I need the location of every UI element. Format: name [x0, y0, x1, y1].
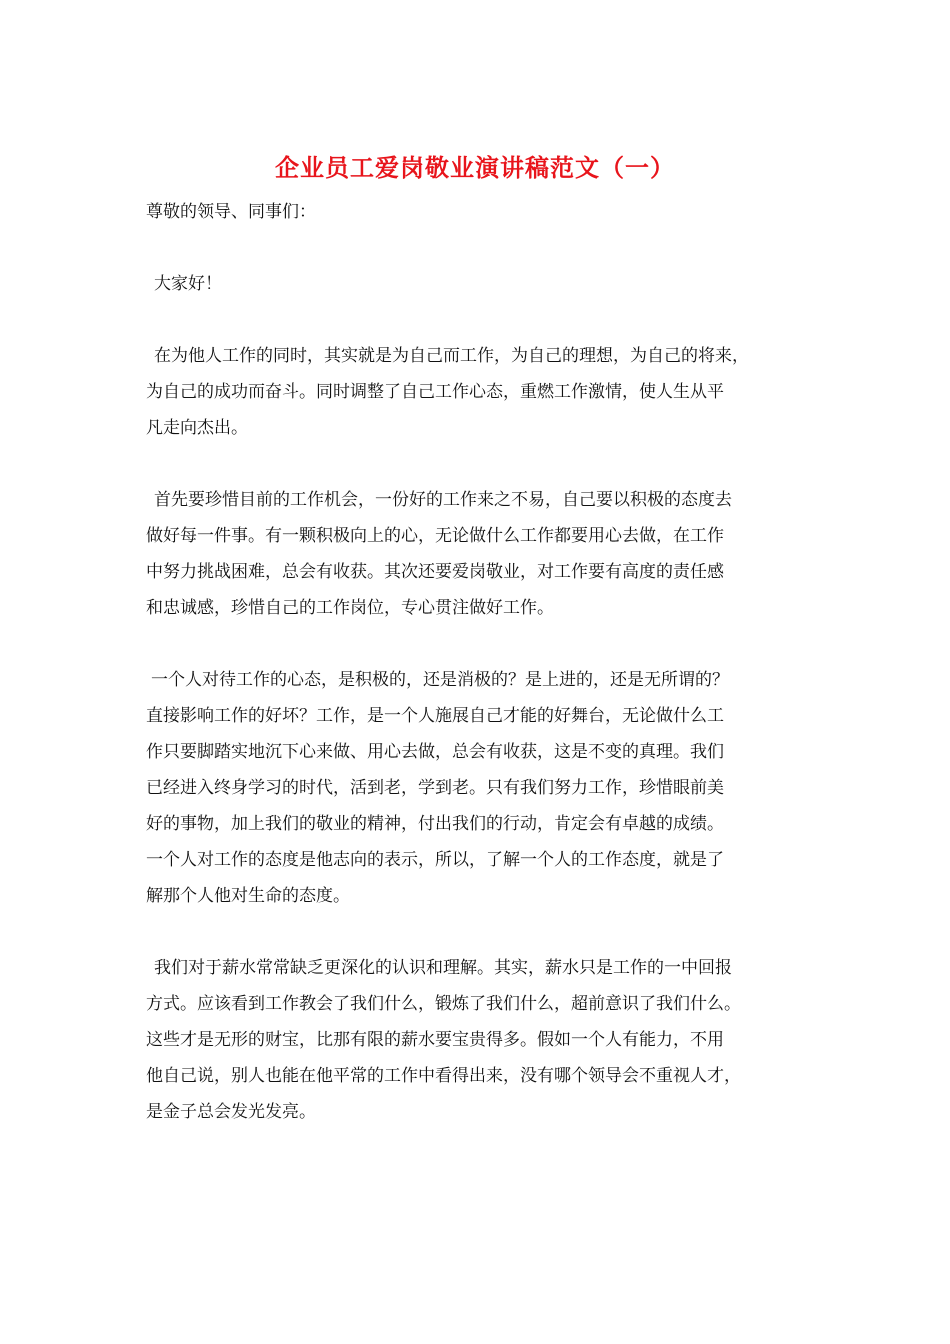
document-title: 企业员工爱岗敬业演讲稿范文（一）: [275, 153, 675, 182]
blank-line: [146, 302, 816, 338]
paragraph-line: 凡走向杰出。: [146, 418, 248, 438]
paragraph: [146, 662, 816, 914]
paragraph: [146, 338, 816, 446]
paragraph-line: 我们对于薪水常常缺乏更深化的认识和理解。其实，薪水只是工作的一中回报: [154, 958, 732, 978]
paragraph: [146, 950, 816, 1130]
paragraph-line: 为自己的成功而奋斗。同时调整了自己工作心态，重燃工作激情，使人生从平: [146, 382, 724, 402]
paragraph: [146, 482, 816, 626]
paragraph-line: 首先要珍惜目前的工作机会，一份好的工作来之不易，自己要以积极的态度去: [154, 490, 732, 510]
paragraph-line: 在为他人工作的同时，其实就是为自己而工作，为自己的理想，为自己的将来，: [154, 346, 749, 366]
greeting: 大家好！: [154, 274, 222, 294]
paragraph-line: 和忠诚感，珍惜自己的工作岗位，专心贯注做好工作。: [146, 598, 554, 618]
paragraph-line: 这些才是无形的财宝，比那有限的薪水要宝贵得多。假如一个人有能力，不用: [146, 1030, 724, 1050]
blank-line: [146, 626, 816, 662]
paragraph-line: 做好每一件事。有一颗积极向上的心，无论做什么工作都要用心去做，在工作: [146, 526, 724, 546]
paragraph-line: 好的事物，加上我们的敬业的精神，付出我们的行动，肯定会有卓越的成绩。: [146, 814, 724, 834]
paragraph-line: 中努力挑战困难，总会有收获。其次还要爱岗敬业，对工作要有高度的责任感: [146, 562, 724, 582]
salutation: 尊敬的领导、同事们：: [146, 202, 316, 222]
paragraph-line: 一个人对工作的态度是他志向的表示，所以，了解一个人的工作态度，就是了: [146, 850, 724, 870]
blank-line: [146, 914, 816, 950]
blank-line: [146, 230, 816, 266]
paragraph-line: 他自己说，别人也能在他平常的工作中看得出来，没有哪个领导会不重视人才，: [146, 1066, 741, 1086]
paragraph-line: 作只要脚踏实地沉下心来做、用心去做，总会有收获，这是不变的真理。我们: [146, 742, 724, 762]
paragraph-line: 直接影响工作的好坏？工作，是一个人施展自己才能的好舞台，无论做什么工: [146, 706, 724, 726]
paragraph-line: 已经进入终身学习的时代，活到老，学到老。只有我们努力工作，珍惜眼前美: [146, 778, 724, 798]
paragraph-line: 一个人对待工作的心态，是积极的，还是消极的？是上进的，还是无所谓的？: [151, 670, 729, 690]
paragraph-line: 解那个人他对生命的态度。: [146, 886, 350, 906]
blank-line: [146, 446, 816, 482]
paragraph-line: 是金子总会发光发亮。: [146, 1102, 316, 1122]
document-body: [146, 194, 816, 1130]
paragraph-line: 方式。应该看到工作教会了我们什么，锻炼了我们什么，超前意识了我们什么。: [146, 994, 741, 1014]
